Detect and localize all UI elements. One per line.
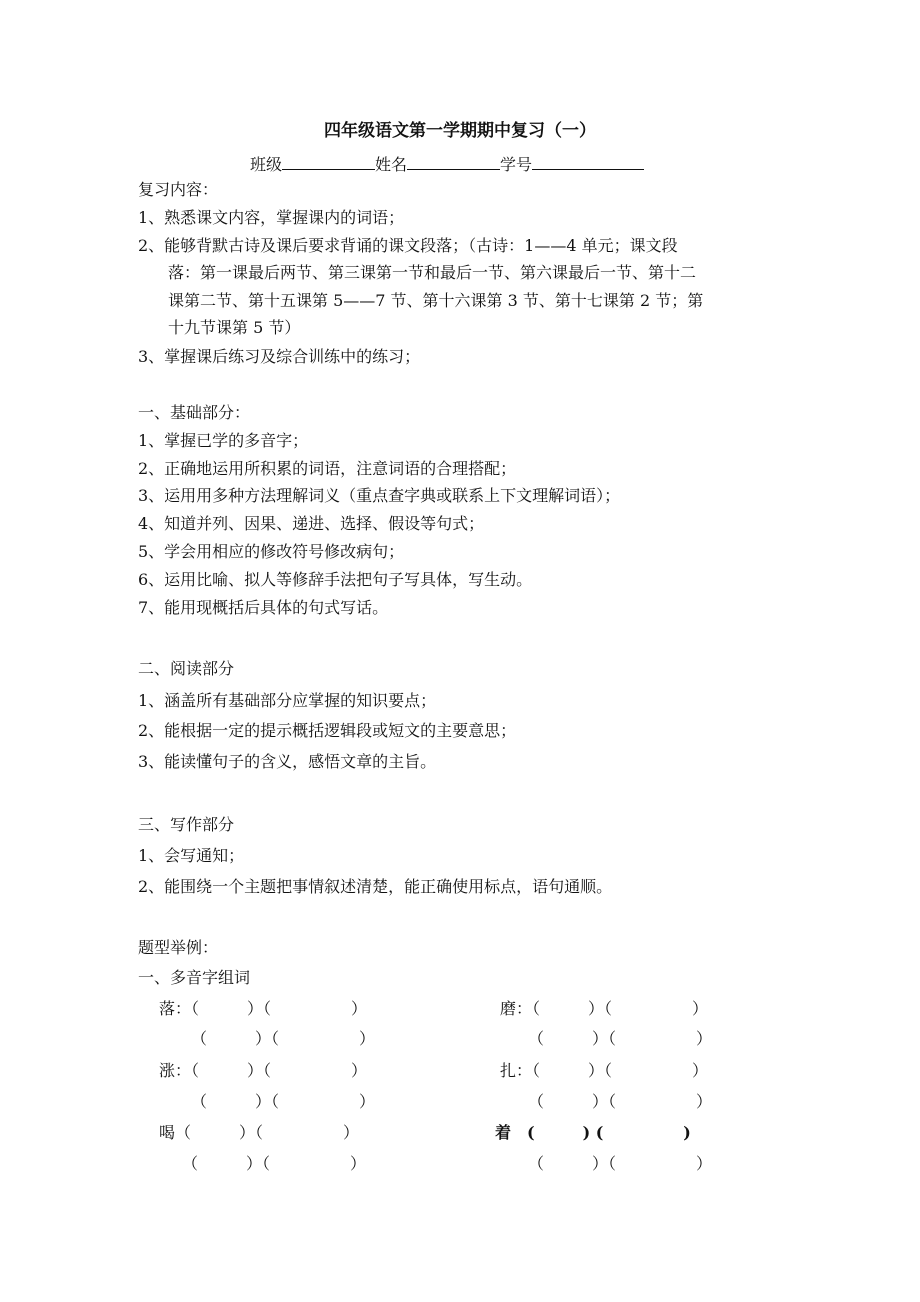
polyphone-row: 涨：（ ）（ ） <box>159 1061 368 1080</box>
name-blank <box>407 153 500 170</box>
reading-item: 1、涵盖所有基础部分应掌握的知识要点； <box>138 691 437 710</box>
writing-item: 1、会写通知； <box>138 846 245 865</box>
examples-heading: 题型举例： <box>138 938 219 957</box>
name-label: 姓名 <box>375 155 408 174</box>
basic-item: 4、知道并列、因果、递进、选择、假设等句式； <box>138 514 485 533</box>
basic-item: 2、正确地运用所积累的词语，注意词语的合理搭配； <box>138 459 517 478</box>
basic-item: 7、能用现概括后具体的句式写话。 <box>138 598 389 617</box>
polyphone-row: 磨：（ ）（ ） <box>500 999 709 1018</box>
review-item: 1、熟悉课文内容，掌握课内的词语； <box>138 208 405 227</box>
polyphone-row: （ ）（ ） <box>191 1029 376 1048</box>
review-item: 2、能够背默古诗及课后要求背诵的课文段落；（古诗：1——4 单元；课文段 <box>138 236 678 255</box>
basic-item: 6、运用比喻、拟人等修辞手法把句子写具体，写生动。 <box>138 570 533 589</box>
student-info-line <box>250 153 644 175</box>
number-blank <box>532 153 644 170</box>
polyphone-row: 喝（ ）（ ） <box>159 1123 360 1142</box>
reading-item: 3、能读懂句子的含义，感悟文章的主旨。 <box>138 752 437 771</box>
review-item-continuation: 十九节课第 5 节） <box>168 318 301 337</box>
page-title: 四年级语文第一学期期中复习（一） <box>324 121 596 141</box>
class-label: 班级 <box>250 155 283 174</box>
basic-item: 5、学会用相应的修改符号修改病句； <box>138 542 405 561</box>
writing-heading: 三、写作部分 <box>138 815 235 834</box>
polyphone-row: （ ）（ ） <box>528 1029 713 1048</box>
review-item-continuation: 课第二节、第十五课第 5——7 节、第十六课第 3 节、第十七课第 2 节；第 <box>168 291 704 310</box>
examples-subheading: 一、多音字组词 <box>138 968 251 987</box>
review-item-continuation: 落：第一课最后两节、第三课第一节和最后一节、第六课最后一节、第十二 <box>168 263 697 282</box>
writing-item: 2、能围绕一个主题把事情叙述清楚，能正确使用标点，语句通顺。 <box>138 877 613 896</box>
review-heading: 复习内容： <box>138 180 219 199</box>
basic-heading: 一、基础部分： <box>138 403 251 422</box>
basic-item: 3、运用用多种方法理解词义（重点查字典或联系上下文理解词语）； <box>138 486 621 505</box>
polyphone-row: （ ）（ ） <box>182 1154 367 1173</box>
review-item: 3、掌握课后练习及综合训练中的练习； <box>138 347 421 366</box>
polyphone-row: （ ）（ ） <box>191 1092 376 1111</box>
reading-item: 2、能根据一定的提示概括逻辑段或短文的主要意思； <box>138 721 517 740</box>
basic-item: 1、掌握已学的多音字； <box>138 431 309 450</box>
polyphone-row: 扎：（ ）（ ） <box>500 1061 709 1080</box>
polyphone-row: 着 ( ) ( ) <box>495 1123 691 1142</box>
number-label: 学号 <box>500 155 533 174</box>
polyphone-row: （ ）（ ） <box>528 1154 713 1173</box>
reading-heading: 二、阅读部分 <box>138 659 235 678</box>
polyphone-row: （ ）（ ） <box>528 1092 713 1111</box>
polyphone-row: 落：（ ）（ ） <box>159 999 368 1018</box>
class-blank <box>282 153 375 170</box>
